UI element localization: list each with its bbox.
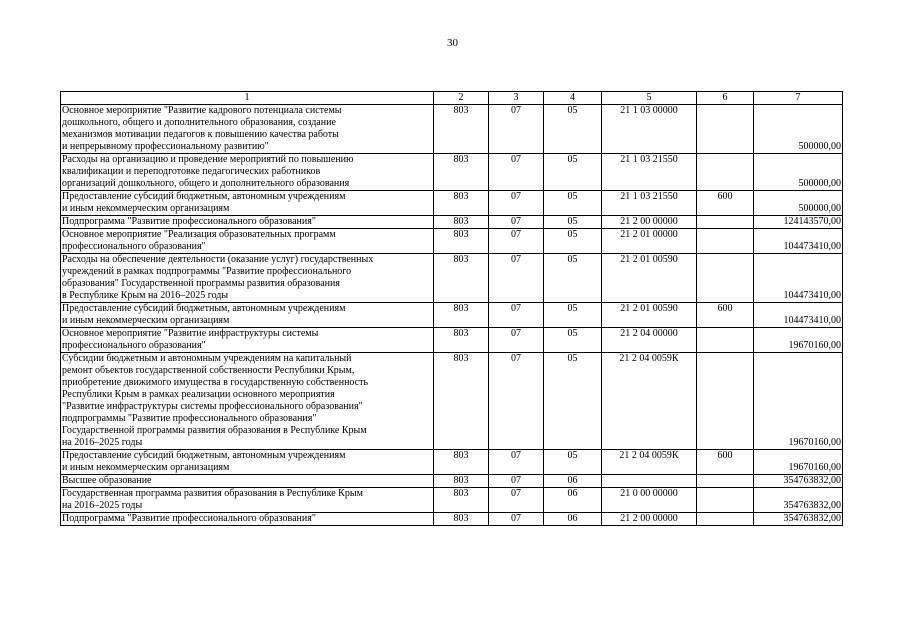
row-name-line: Высшее образование — [62, 475, 152, 486]
expense-type-cell — [697, 475, 754, 488]
row-name-cell — [61, 475, 434, 488]
amount-cell: 124143570,00 — [754, 216, 843, 229]
row-name-line: Подпрограмма "Развитие профессионального образования" — [62, 216, 316, 227]
target-article-cell: 21 2 04 0059К — [602, 450, 697, 475]
expense-type-cell: 600 — [697, 450, 754, 475]
ministry-code-cell: 803 — [434, 229, 489, 254]
page-number: 30 — [447, 37, 458, 49]
ministry-code-cell: 803 — [434, 513, 489, 526]
amount-cell: 500000,00 — [754, 105, 843, 154]
row-name-line: Основное мероприятие "Развитие кадрового потенциала системы — [62, 105, 342, 116]
row-name-line: Предоставление субсидий бюджетным, автономным учреждениям — [62, 191, 346, 202]
column-header: 5 — [602, 92, 697, 105]
amount-cell: 104473410,00 — [754, 303, 843, 328]
row-name-line: Основное мероприятие "Развитие инфраструктуры системы — [62, 328, 319, 339]
table-row — [61, 353, 843, 450]
row-name-line: на 2016–2025 годы — [62, 500, 143, 511]
row-name-cell — [61, 254, 434, 303]
table-row — [61, 154, 843, 191]
target-article-cell: 21 2 01 00590 — [602, 303, 697, 328]
ministry-code-cell: 803 — [434, 154, 489, 191]
row-name-cell — [61, 229, 434, 254]
column-header: 2 — [434, 92, 489, 105]
column-header: 6 — [697, 92, 754, 105]
target-article-cell — [602, 475, 697, 488]
amount-cell: 19670160,00 — [754, 353, 843, 450]
ministry-code-cell: 803 — [434, 303, 489, 328]
target-article-cell: 21 2 01 00000 — [602, 229, 697, 254]
amount-cell: 19670160,00 — [754, 328, 843, 353]
amount-cell: 104473410,00 — [754, 229, 843, 254]
ministry-code-cell: 803 — [434, 450, 489, 475]
row-name-line: Подпрограмма "Развитие профессионального образования" — [62, 513, 316, 524]
table-body — [61, 92, 843, 526]
section-code-cell: 07 — [489, 254, 544, 303]
row-name-line: Республики Крым в рамках реализации основного мероприятия — [62, 389, 335, 400]
subsection-code-cell: 06 — [544, 513, 602, 526]
header-row — [61, 92, 843, 105]
expense-type-cell — [697, 328, 754, 353]
row-name-line: и иным некоммерческим организациям — [62, 203, 230, 214]
subsection-code-cell: 05 — [544, 353, 602, 450]
expense-type-cell — [697, 513, 754, 526]
section-code-cell: 07 — [489, 216, 544, 229]
row-name-line: "Развитие инфраструктуры системы профессионального образования" — [62, 401, 363, 412]
row-name-line: в Республике Крым на 2016–2025 годы — [62, 290, 229, 301]
table-row — [61, 488, 843, 513]
table-row — [61, 254, 843, 303]
table-row — [61, 105, 843, 154]
subsection-code-cell: 06 — [544, 488, 602, 513]
row-name-cell — [61, 216, 434, 229]
row-name-line: дошкольного, общего и дополнительного образования, создание — [62, 117, 336, 128]
subsection-code-cell: 05 — [544, 229, 602, 254]
row-name-line: Предоставление субсидий бюджетным, автономным учреждениям — [62, 303, 346, 314]
table-row — [61, 303, 843, 328]
amount-cell: 354763832,00 — [754, 488, 843, 513]
row-name-line: Расходы на организацию и проведение мероприятий по повышению — [62, 154, 354, 165]
expense-type-cell — [697, 105, 754, 154]
subsection-code-cell: 05 — [544, 328, 602, 353]
row-name-cell — [61, 488, 434, 513]
row-name-line: на 2016–2025 годы — [62, 437, 143, 448]
target-article-cell: 21 2 00 00000 — [602, 513, 697, 526]
ministry-code-cell: 803 — [434, 353, 489, 450]
column-header: 4 — [544, 92, 602, 105]
section-code-cell: 07 — [489, 353, 544, 450]
section-code-cell: 07 — [489, 513, 544, 526]
subsection-code-cell: 05 — [544, 105, 602, 154]
subsection-code-cell: 06 — [544, 475, 602, 488]
section-code-cell: 07 — [489, 328, 544, 353]
row-name-cell — [61, 513, 434, 526]
subsection-code-cell: 05 — [544, 216, 602, 229]
row-name-line: и иным некоммерческим организациям — [62, 462, 230, 473]
table-row — [61, 216, 843, 229]
row-name-line: и непрерывному профессиональному развитию" — [62, 141, 269, 152]
column-header: 7 — [754, 92, 843, 105]
row-name-cell — [61, 353, 434, 450]
ministry-code-cell: 803 — [434, 216, 489, 229]
target-article-cell: 21 2 04 0059К — [602, 353, 697, 450]
target-article-cell: 21 1 03 21550 — [602, 191, 697, 216]
row-name-line: подпрограммы "Развитие профессионального образования" — [62, 413, 317, 424]
row-name-line: ремонт объектов государственной собственности Республики Крым, — [62, 365, 355, 376]
row-name-line: Государственная программа развития образования в Республике Крым — [62, 488, 363, 499]
expense-type-cell — [697, 353, 754, 450]
row-name-line: Основное мероприятие "Реализация образовательных программ — [62, 229, 336, 240]
row-name-line: квалификации и переподготовке педагогических работников — [62, 166, 321, 177]
table-row — [61, 229, 843, 254]
row-name-line: и иным некоммерческим организациям — [62, 315, 230, 326]
target-article-cell: 21 1 03 00000 — [602, 105, 697, 154]
row-name-line: учреждений в рамках подпрограммы "Развитие профессионального — [62, 266, 352, 277]
section-code-cell: 07 — [489, 303, 544, 328]
row-name-line: образования" Государственной программы развития образования — [62, 278, 340, 289]
row-name-line: Государственной программы развития образования в Республике Крым — [62, 425, 367, 436]
subsection-code-cell: 05 — [544, 303, 602, 328]
target-article-cell: 21 2 00 00000 — [602, 216, 697, 229]
section-code-cell: 07 — [489, 154, 544, 191]
budget-table — [60, 91, 843, 526]
expense-type-cell — [697, 229, 754, 254]
row-name-cell — [61, 105, 434, 154]
row-name-line: Расходы на обеспечение деятельности (оказание услуг) государственных — [62, 254, 374, 265]
section-code-cell: 07 — [489, 191, 544, 216]
column-header: 3 — [489, 92, 544, 105]
row-name-cell — [61, 450, 434, 475]
section-code-cell: 07 — [489, 105, 544, 154]
row-name-line: Предоставление субсидий бюджетным, автономным учреждениям — [62, 450, 346, 461]
row-name-line: профессионального образования" — [62, 241, 206, 252]
row-name-cell — [61, 303, 434, 328]
row-name-line: профессионального образования" — [62, 340, 206, 351]
row-name-line: организаций дошкольного, общего и дополнительного образования — [62, 178, 350, 189]
table-row — [61, 450, 843, 475]
subsection-code-cell: 05 — [544, 254, 602, 303]
expense-type-cell — [697, 154, 754, 191]
section-code-cell: 07 — [489, 229, 544, 254]
ministry-code-cell: 803 — [434, 328, 489, 353]
expense-type-cell — [697, 254, 754, 303]
target-article-cell: 21 1 03 21550 — [602, 154, 697, 191]
expense-type-cell: 600 — [697, 303, 754, 328]
target-article-cell: 21 2 04 00000 — [602, 328, 697, 353]
ministry-code-cell: 803 — [434, 488, 489, 513]
ministry-code-cell: 803 — [434, 475, 489, 488]
amount-cell: 354763832,00 — [754, 475, 843, 488]
row-name-cell — [61, 328, 434, 353]
amount-cell: 19670160,00 — [754, 450, 843, 475]
amount-cell: 354763832,00 — [754, 513, 843, 526]
row-name-cell — [61, 191, 434, 216]
target-article-cell: 21 2 01 00590 — [602, 254, 697, 303]
table-row — [61, 191, 843, 216]
table-row — [61, 328, 843, 353]
table-row — [61, 475, 843, 488]
section-code-cell: 07 — [489, 488, 544, 513]
row-name-line: Субсидии бюджетным и автономным учреждениям на капитальный — [62, 353, 352, 364]
expense-type-cell: 600 — [697, 191, 754, 216]
column-header: 1 — [61, 92, 434, 105]
subsection-code-cell: 05 — [544, 154, 602, 191]
target-article-cell: 21 0 00 00000 — [602, 488, 697, 513]
subsection-code-cell: 05 — [544, 191, 602, 216]
amount-cell: 104473410,00 — [754, 254, 843, 303]
amount-cell: 500000,00 — [754, 154, 843, 191]
ministry-code-cell: 803 — [434, 254, 489, 303]
ministry-code-cell: 803 — [434, 105, 489, 154]
table-row — [61, 513, 843, 526]
expense-type-cell — [697, 216, 754, 229]
amount-cell: 500000,00 — [754, 191, 843, 216]
expense-type-cell — [697, 488, 754, 513]
section-code-cell: 07 — [489, 450, 544, 475]
row-name-line: механизмов мотивации педагогов к повышению качества работы — [62, 129, 339, 140]
section-code-cell: 07 — [489, 475, 544, 488]
row-name-cell — [61, 154, 434, 191]
ministry-code-cell: 803 — [434, 191, 489, 216]
row-name-line: приобретение движимого имущества в государственную собственность — [62, 377, 369, 388]
subsection-code-cell: 05 — [544, 450, 602, 475]
